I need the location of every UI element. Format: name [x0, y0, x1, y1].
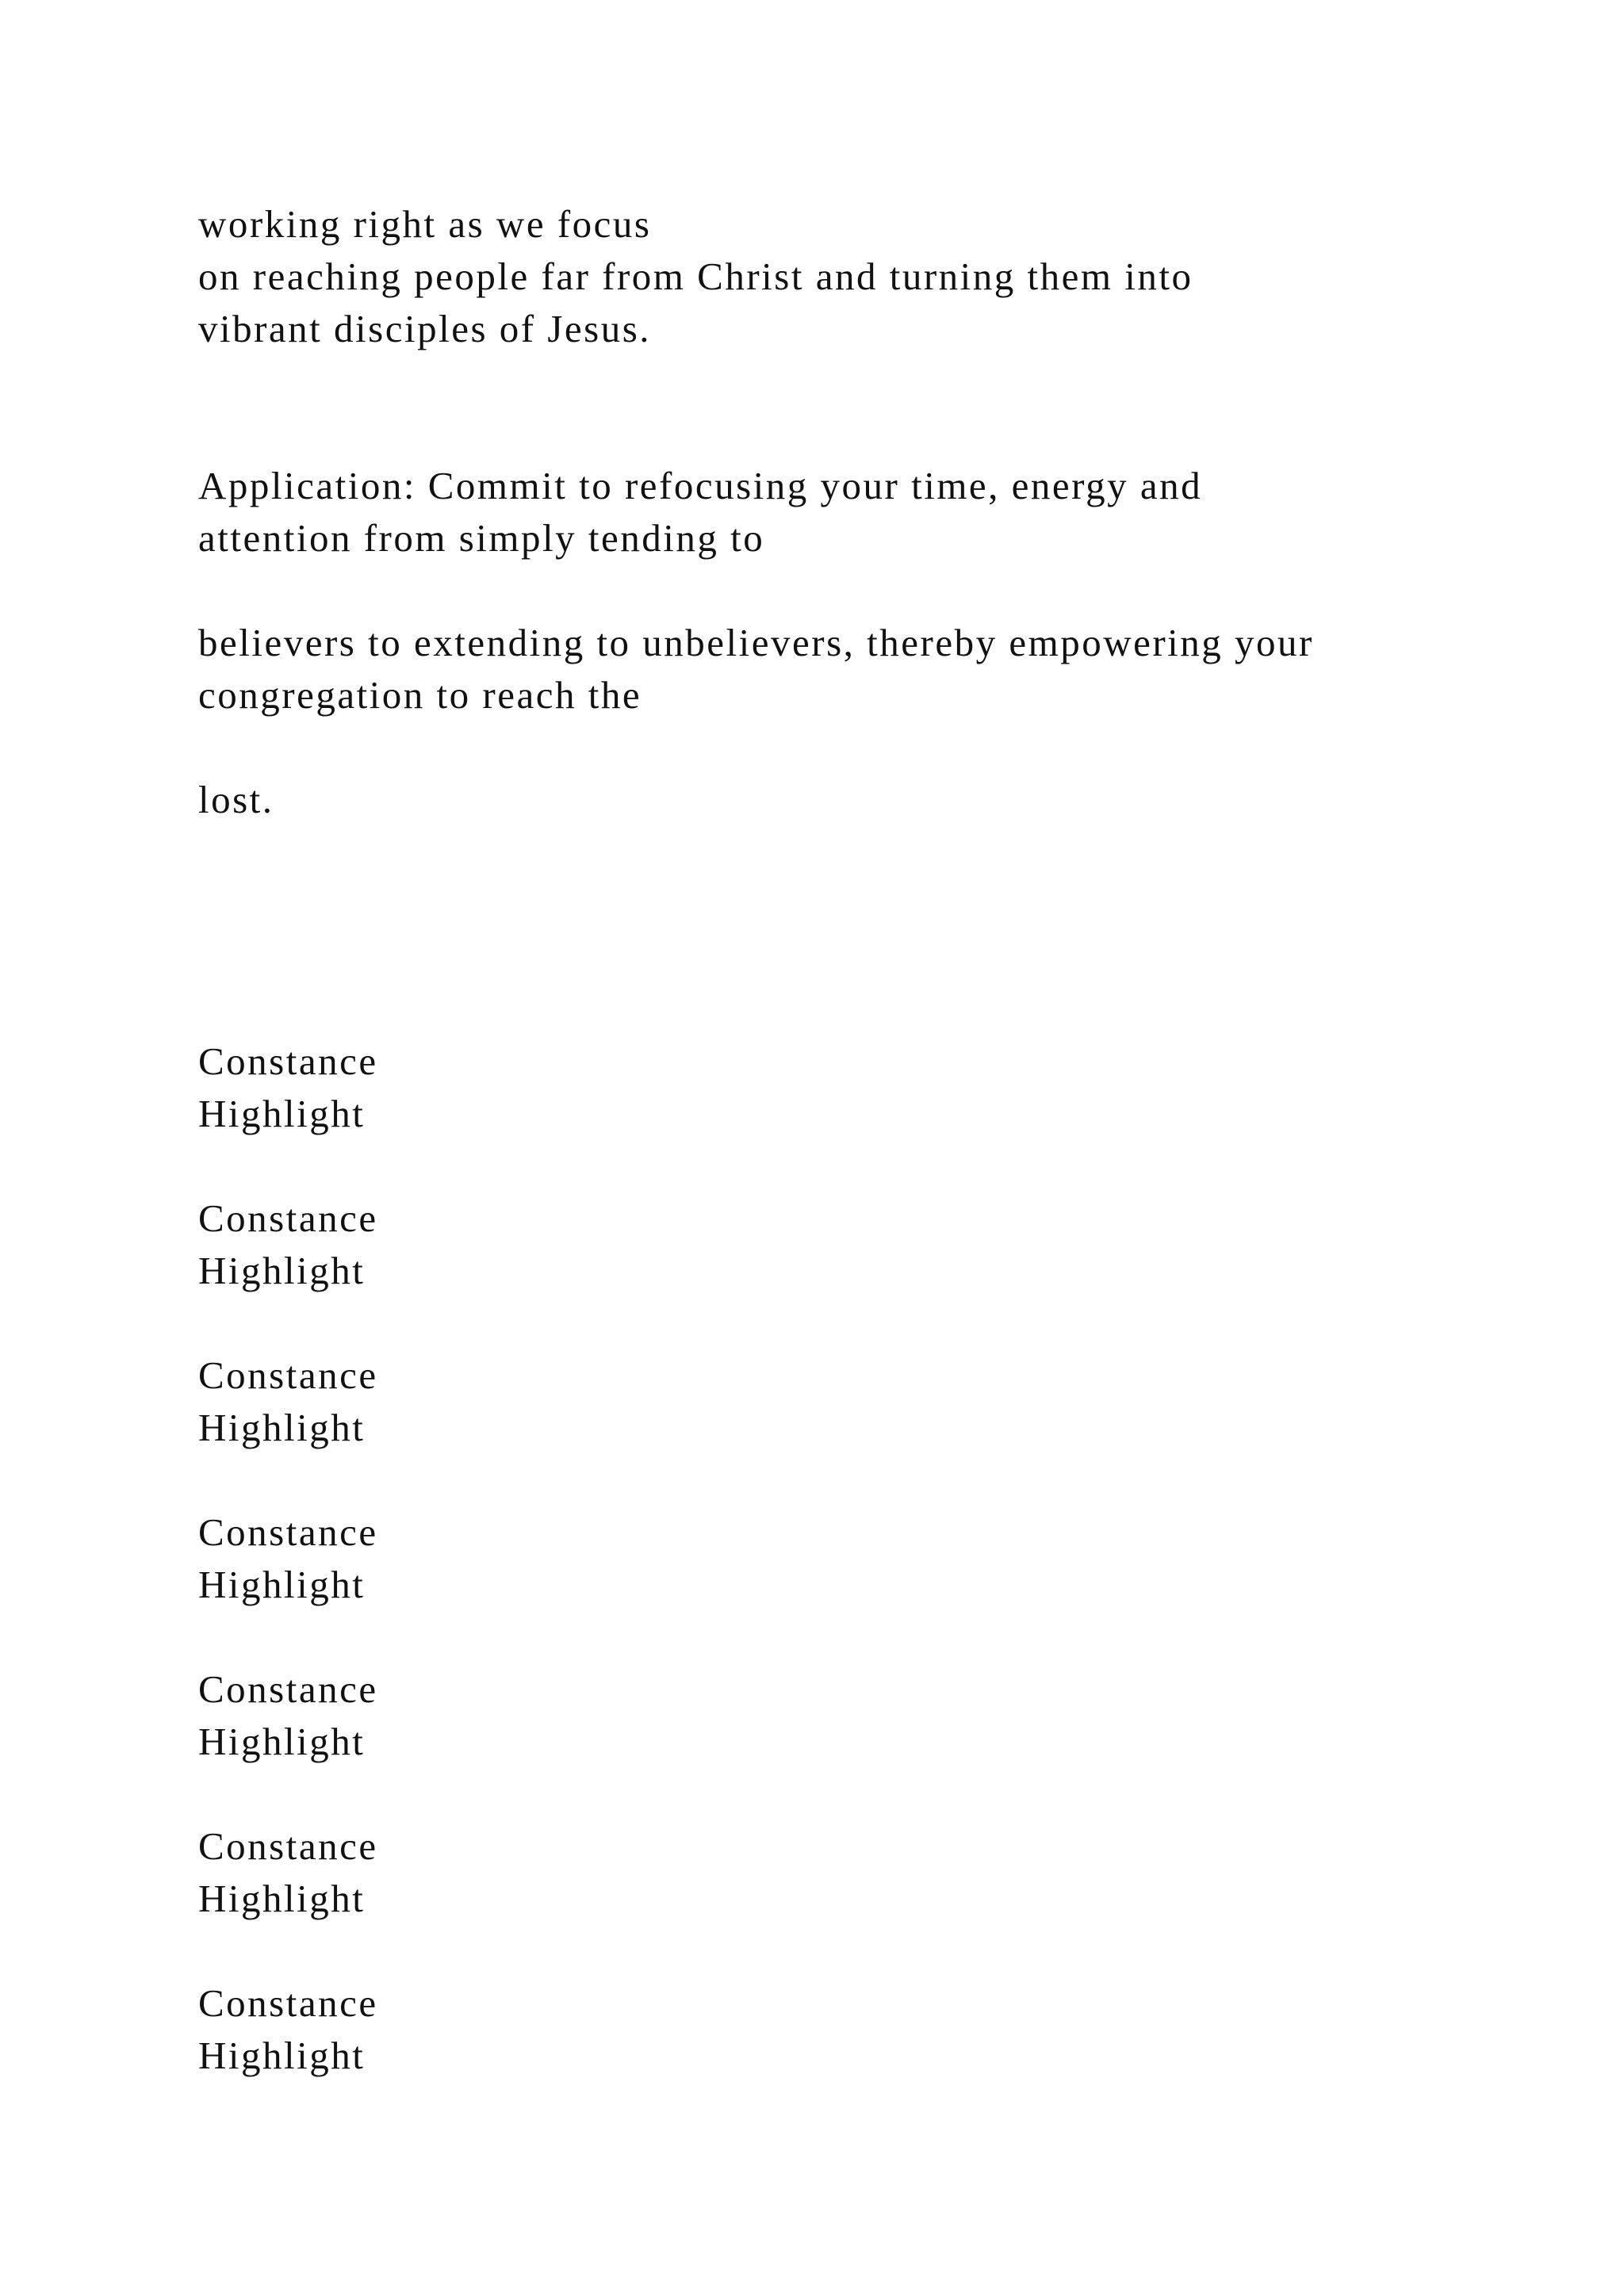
annotation-author: Constance — [198, 1667, 378, 1711]
annotation-type: Highlight — [198, 2034, 366, 2077]
annotation-author: Constance — [198, 1196, 378, 1240]
intro-line: vibrant disciples of Jesus. — [198, 307, 652, 350]
annotation-author: Constance — [198, 1353, 378, 1397]
annotation-author: Constance — [198, 1039, 378, 1083]
annotation-type: Highlight — [198, 1249, 366, 1292]
intro-line: working right as we focus — [198, 202, 652, 246]
annotation-author: Constance — [198, 1824, 378, 1868]
continuation-line: believers to extending to unbelievers, thereby empowering your — [198, 621, 1314, 664]
closing-line: lost. — [198, 778, 274, 821]
annotation-author: Constance — [198, 1981, 378, 2025]
annotation-type: Highlight — [198, 1092, 366, 1135]
continuation-line: congregation to reach the — [198, 673, 642, 717]
intro-line: on reaching people far from Christ and turning them into — [198, 254, 1193, 298]
application-line: Application: Commit to refocusing your time, energy and — [198, 464, 1203, 507]
annotation-type: Highlight — [198, 1563, 366, 1606]
annotation-type: Highlight — [198, 1406, 366, 1449]
application-line: attention from simply tending to — [198, 516, 765, 560]
annotation-type: Highlight — [198, 1877, 366, 1920]
annotation-author: Constance — [198, 1510, 378, 1554]
annotation-type: Highlight — [198, 1720, 366, 1763]
